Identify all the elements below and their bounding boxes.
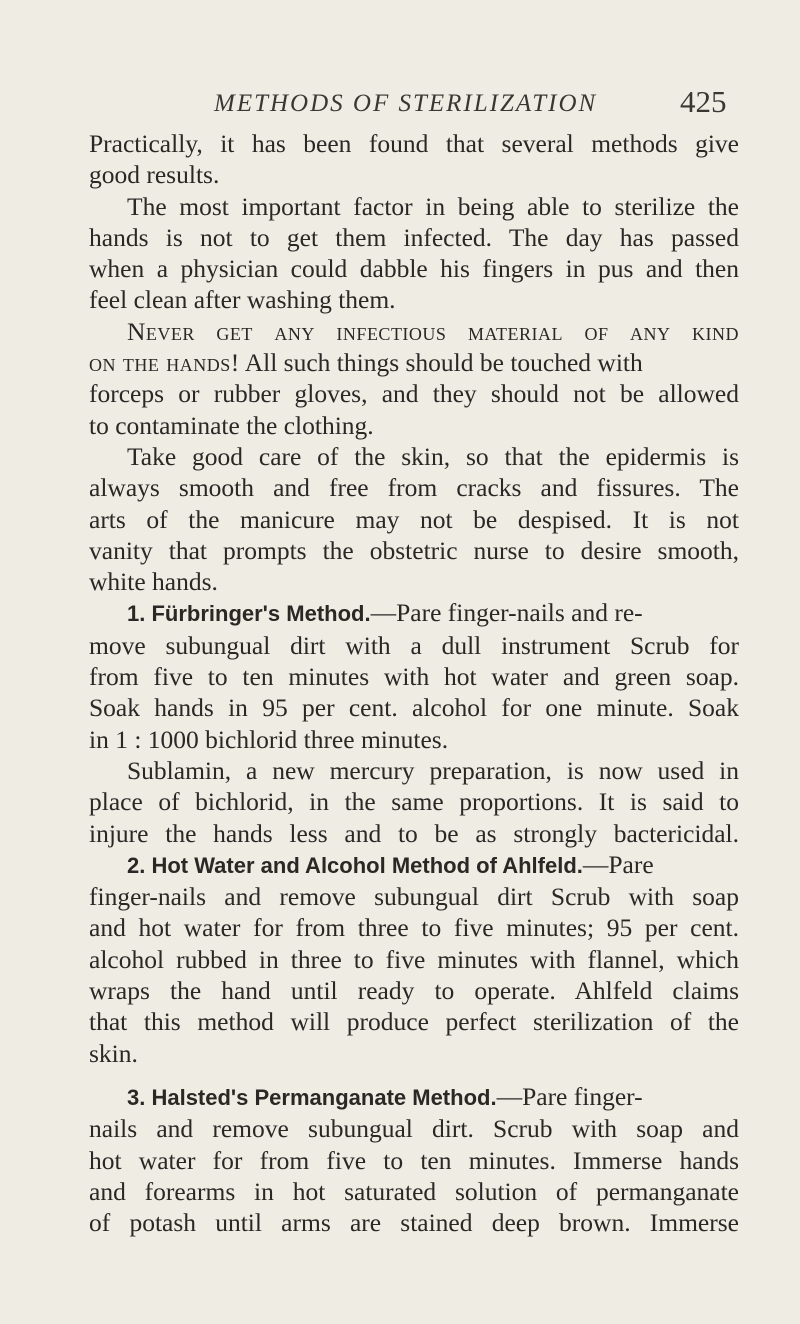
text-line: to contaminate the clothing.: [89, 410, 374, 440]
text-line: Take good care of the skin, so that the epidermis is: [127, 441, 739, 471]
text-line: injure the hands less and to be as strongly bactericidal.: [89, 818, 739, 848]
text-line: always smooth and free from cracks and fissures. The: [89, 473, 739, 503]
method-heading: 3. Halsted's Permanganate Method.: [127, 1084, 497, 1110]
smallcaps-phrase: on the hands!: [89, 348, 240, 378]
text-fragment: All such things should be touched with: [239, 348, 643, 378]
text-line: place of bichlorid, in the same proportions. It is said to: [89, 787, 739, 817]
text-fragment: —Pare: [582, 849, 654, 879]
text-line: hot water for from five to ten minutes. Immerse hands: [89, 1145, 739, 1175]
text-line: finger-nails and remove subungual dirt Scrub with soap: [89, 882, 739, 912]
running-title: METHODS OF STERILIZATION: [214, 90, 598, 117]
text-line: [89, 347, 739, 378]
text-line: that this method will produce perfect sterilization of the: [89, 1007, 739, 1037]
text-line: and forearms in hot saturated solution of permanganate: [89, 1176, 739, 1206]
text-line: forceps or rubber gloves, and they should not be allowed: [89, 379, 739, 409]
text-line: when a physician could dabble his fingers in pus and then: [89, 254, 739, 284]
text-line: Soak hands in 95 per cent. alcohol for one minute. Soak: [89, 693, 739, 723]
text-line: wraps the hand until ready to operate. Ahlfeld claims: [89, 976, 739, 1006]
text-line: in 1 : 1000 bichlorid three minutes.: [89, 724, 449, 754]
text-line: white hands.: [89, 567, 218, 597]
text-fragment: —Pare finger-nails and re-: [370, 598, 643, 628]
text-line: good results.: [89, 160, 220, 190]
text-line: Sublamin, a new mercury preparation, is now used in: [127, 755, 739, 785]
text-line: from five to ten minutes with hot water and green soap.: [89, 662, 739, 692]
text-line: alcohol rubbed in three to five minutes with flannel, which: [89, 944, 739, 974]
text-fragment: —Pare finger-: [496, 1081, 643, 1111]
text-line: [89, 849, 739, 881]
text-line: arts of the manicure may not be despised. It is not: [89, 504, 739, 534]
text-line: skin.: [89, 1038, 138, 1068]
text-line: nails and remove subungual dirt. Scrub with soap and: [89, 1114, 739, 1144]
text-line: move subungual dirt with a dull instrument Scrub for: [89, 630, 739, 660]
body-text: [89, 128, 739, 1238]
text-line: [89, 1081, 739, 1113]
text-line: [89, 597, 739, 629]
paragraph-gap: [89, 1069, 739, 1081]
text-line: Practically, it has been found that several methods give: [89, 129, 739, 158]
text-line: feel clean after washing them.: [89, 285, 396, 315]
method-heading: 1. Fürbringer's Method.: [127, 601, 371, 627]
text-line: and hot water for from three to five minutes; 95 per cent.: [89, 913, 739, 943]
text-line: hands is not to get them infected. The day has passed: [89, 222, 739, 252]
text-line: The most important factor in being able to sterilize the: [127, 191, 739, 221]
text-line: Never get any infectious material of any kind: [127, 316, 739, 346]
page-number: 425: [680, 84, 727, 119]
text-line: vanity that prompts the obstetric nurse to desire smooth,: [89, 535, 739, 565]
method-heading: 2. Hot Water and Alcohol Method of Ahlfeld.: [127, 852, 583, 878]
text-line: of potash until arms are stained deep brown. Immerse: [89, 1208, 739, 1238]
